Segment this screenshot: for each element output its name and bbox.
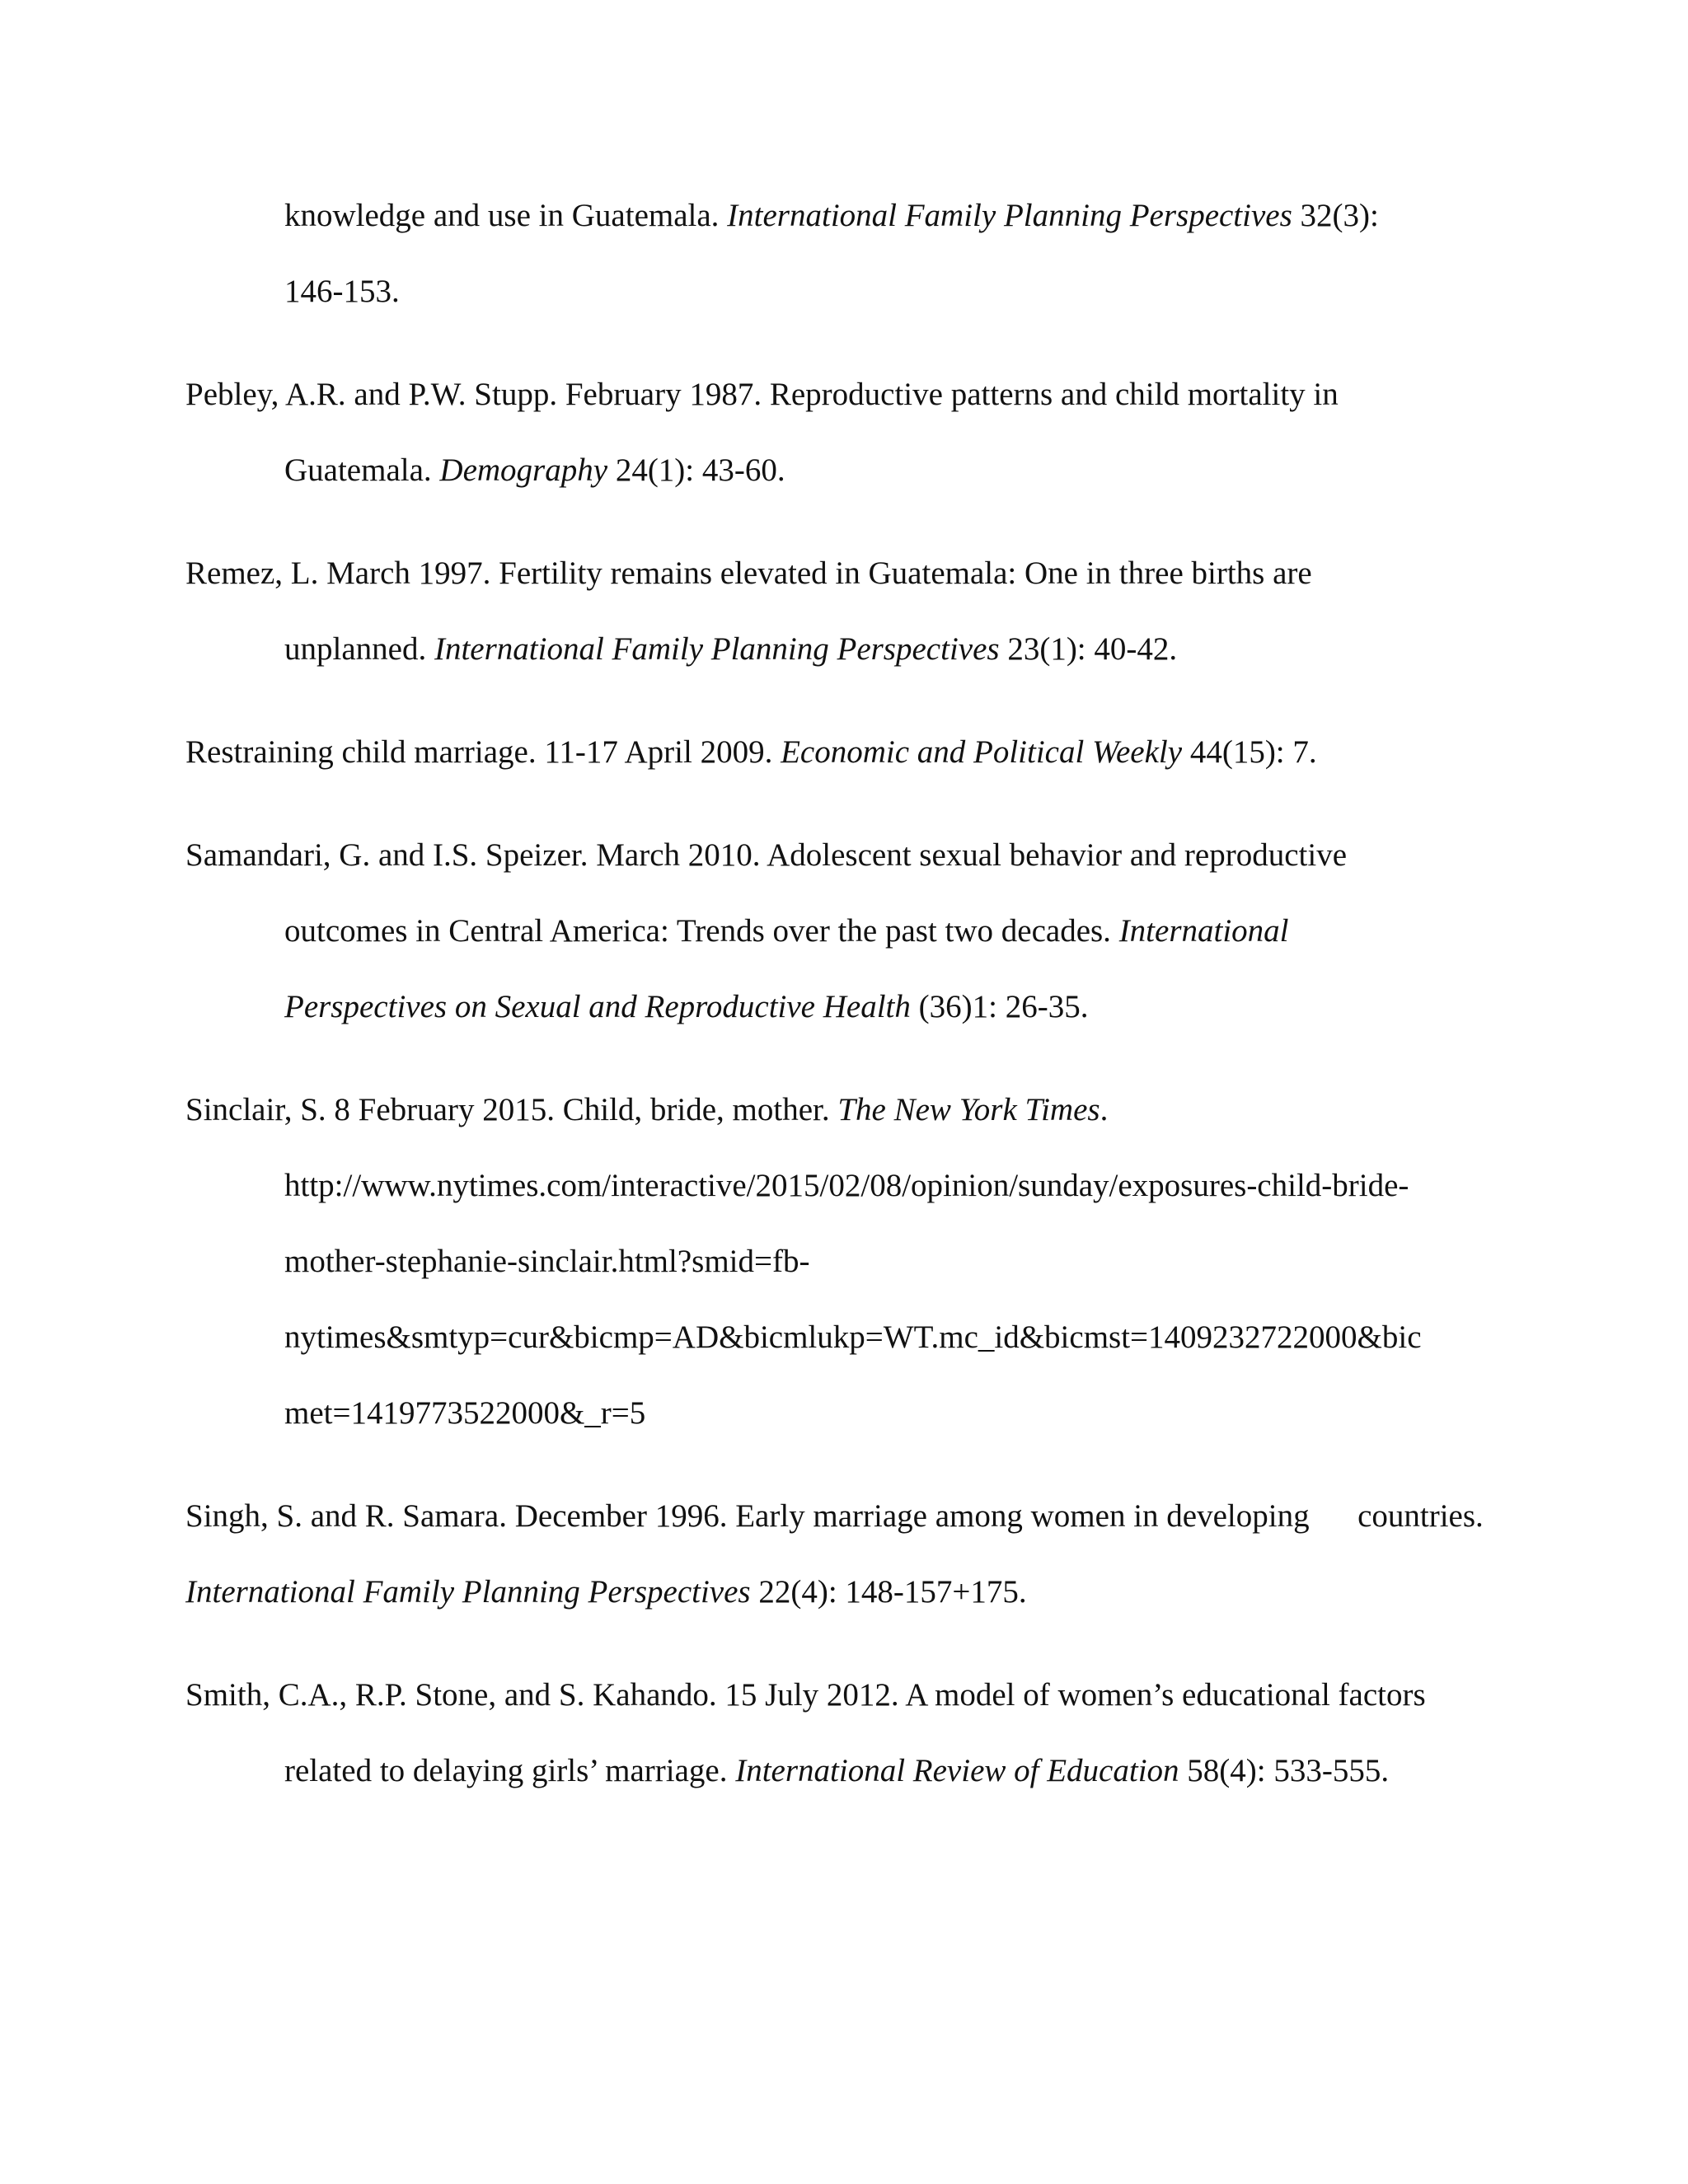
line-segment: 146-153. bbox=[284, 274, 400, 309]
reference-line bbox=[284, 629, 1177, 670]
line-segment: knowledge and use in Guatemala. bbox=[284, 198, 728, 233]
reference-line bbox=[284, 271, 400, 312]
line-segment: outcomes in Central America: Trends over the past two decades. bbox=[284, 913, 1119, 949]
line-segment: Samandari, G. and I.S. Speizer. March 2010. Adolescent sexual behavior and reproductive bbox=[185, 837, 1348, 873]
reference-line bbox=[185, 374, 1339, 415]
line-segment: nytimes&smtyp=cur&bicmp=AD&bicmlukp=WT.mc_id&bicmst=1409232722000&bic bbox=[284, 1319, 1422, 1355]
line-segment: unplanned. bbox=[284, 631, 434, 667]
reference-line bbox=[185, 1496, 1484, 1537]
line-segment: (36)1: 26-35. bbox=[910, 989, 1089, 1024]
line-segment: Singh, S. and R. Samara. December 1996. Early marriage among women in developing countries. bbox=[185, 1498, 1484, 1534]
line-segment: 24(1): 43-60. bbox=[607, 452, 785, 488]
reference-url-line bbox=[284, 1393, 645, 1434]
line-segment: met=1419773522000&_r=5 bbox=[284, 1395, 646, 1431]
reference-line bbox=[185, 835, 1347, 876]
reference-line bbox=[185, 553, 1312, 594]
line-segment: 23(1): 40-42. bbox=[999, 631, 1178, 667]
reference-line bbox=[185, 1675, 1426, 1716]
line-segment: 32(3): bbox=[1292, 198, 1379, 233]
line-segment: Restraining child marriage. 11-17 April 2009. bbox=[185, 734, 781, 770]
journal-title: International Family Planning Perspectives bbox=[185, 1574, 751, 1610]
journal-title: International bbox=[1118, 913, 1289, 949]
journal-title: International Family Planning Perspectives bbox=[434, 631, 1000, 667]
line-segment: Smith, C.A., R.P. Stone, and S. Kahando. 15 July 2012. A model of women’s educational factors bbox=[185, 1677, 1426, 1713]
journal-title: Economic and Political Weekly bbox=[781, 734, 1183, 770]
reference-line bbox=[284, 987, 1088, 1028]
line-segment: Remez, L. March 1997. Fertility remains elevated in Guatemala: One in three births are bbox=[185, 555, 1312, 591]
line-segment: 58(4): 533-555. bbox=[1179, 1753, 1390, 1788]
reference-url-line bbox=[284, 1241, 809, 1282]
journal-title: International Family Planning Perspectives bbox=[727, 198, 1292, 233]
line-segment: 44(15): 7. bbox=[1182, 734, 1317, 770]
line-segment: related to delaying girls’ marriage. bbox=[284, 1753, 736, 1788]
reference-line bbox=[284, 911, 1289, 952]
reference-line bbox=[284, 195, 1379, 237]
reference-line bbox=[284, 1750, 1389, 1792]
publication-title: The New York Times bbox=[837, 1092, 1100, 1127]
line-segment: Sinclair, S. 8 February 2015. Child, bride, mother. bbox=[185, 1092, 838, 1127]
reference-url-line bbox=[284, 1165, 1409, 1207]
line-segment: http://www.nytimes.com/interactive/2015/02/08/opinion/sunday/exposures-child-bride- bbox=[284, 1168, 1409, 1203]
line-segment: mother-stephanie-sinclair.html?smid=fb- bbox=[284, 1244, 810, 1279]
line-segment: Pebley, A.R. and P.W. Stupp. February 1987. Reproductive patterns and child mortality in bbox=[185, 377, 1339, 412]
line-segment: Guatemala. bbox=[284, 452, 440, 488]
line-segment: . bbox=[1100, 1092, 1109, 1127]
reference-line bbox=[185, 732, 1317, 773]
journal-title: International Review of Education bbox=[735, 1753, 1179, 1788]
journal-title: Perspectives on Sexual and Reproductive Health bbox=[284, 989, 911, 1024]
reference-line bbox=[284, 450, 785, 491]
reference-url-line bbox=[284, 1317, 1422, 1358]
line-segment: 22(4): 148-157+175. bbox=[750, 1574, 1027, 1610]
journal-title: Demography bbox=[439, 452, 608, 488]
reference-line bbox=[185, 1572, 1027, 1613]
reference-line bbox=[185, 1090, 1108, 1131]
